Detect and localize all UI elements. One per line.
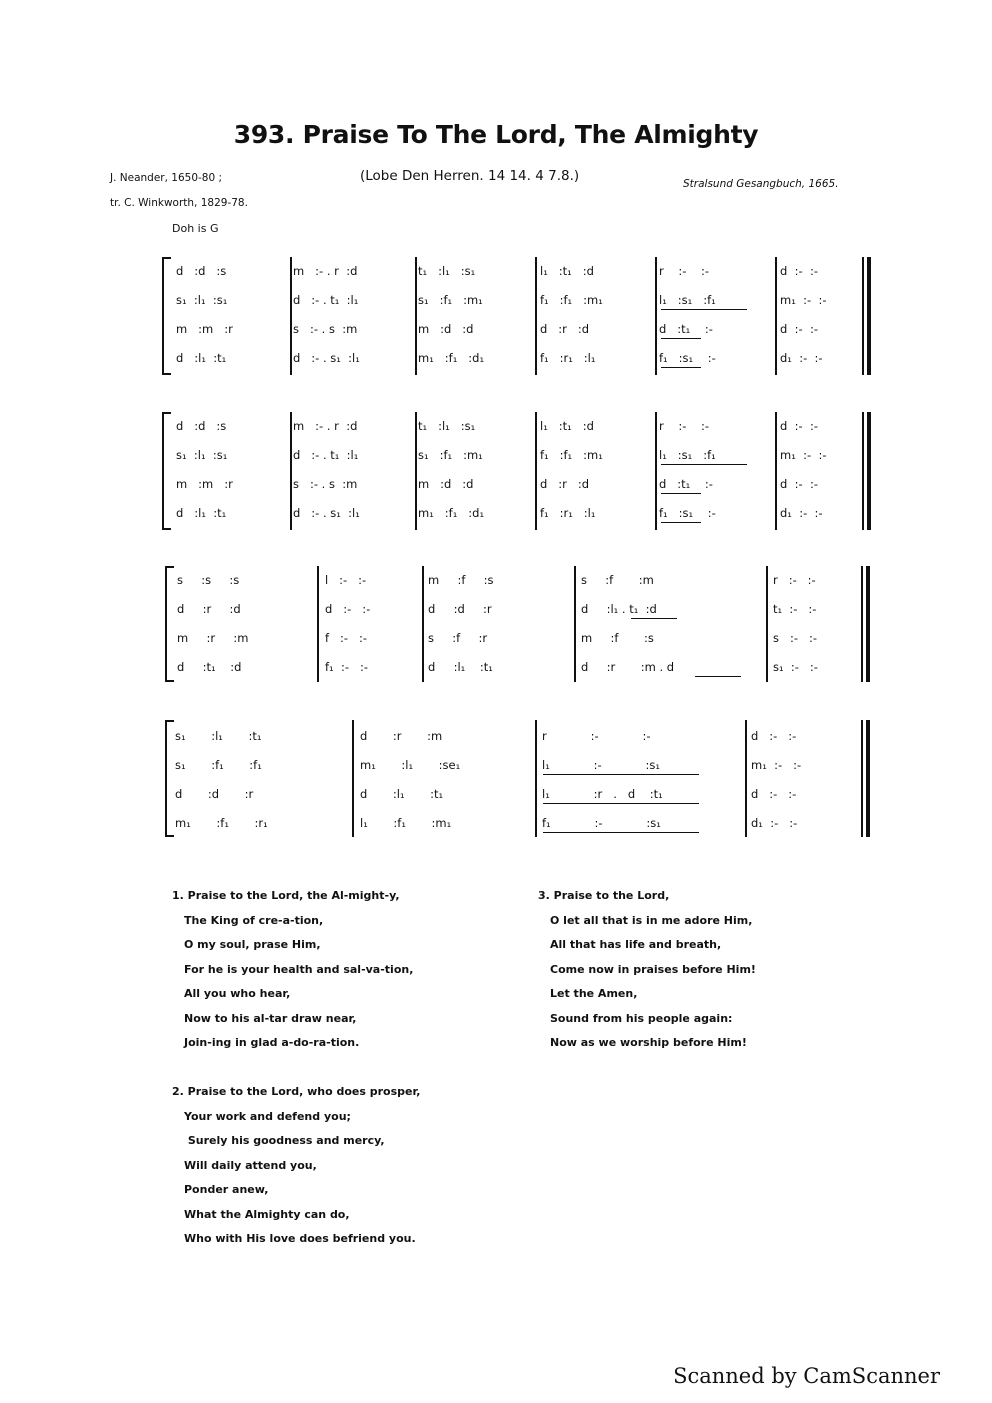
- notation-cell: l₁ :t₁ :d: [540, 419, 594, 433]
- barline: [352, 720, 354, 837]
- verse-line: Who with His love does befriend you.: [184, 1232, 416, 1245]
- scanner-watermark: Scanned by CamScanner: [673, 1364, 940, 1388]
- notation-cell: m :f :s: [581, 631, 654, 645]
- slur-underline: [661, 367, 701, 368]
- verse-line: Will daily attend you,: [184, 1158, 317, 1172]
- notation-cell: d :r :m . d: [581, 660, 675, 674]
- notation-cell: d :- . t₁ :l₁: [293, 293, 359, 307]
- final-barline: [862, 257, 864, 375]
- notation-cell: s₁ :l₁ :s₁: [176, 293, 228, 307]
- notation-cell: m₁ :f₁ :d₁: [418, 506, 485, 520]
- slur-underline: [661, 522, 701, 523]
- notation-cell: l₁ :f₁ :m₁: [360, 816, 452, 830]
- notation-cell: m :f :s: [428, 573, 494, 587]
- notation-cell: m :d :d: [418, 322, 474, 336]
- barline: [775, 257, 777, 375]
- verse-line: O let all that is in me adore Him,: [550, 913, 753, 927]
- barline: [766, 566, 768, 682]
- notation-cell: s₁ :l₁ :t₁: [175, 729, 262, 743]
- music-system-1: [162, 257, 870, 375]
- notation-cell: d₁ :- :-: [780, 351, 823, 365]
- notation-cell: d :- :-: [751, 729, 797, 743]
- notation-cell: l₁ :s₁ :f₁: [659, 293, 716, 307]
- final-barline: [861, 720, 863, 837]
- final-barline: [861, 566, 863, 682]
- barline: [535, 720, 537, 837]
- notation-cell: f₁ :- :s₁: [542, 816, 661, 830]
- notation-cell: m :- . r :d: [293, 264, 358, 278]
- notation-cell: s :- . s :m: [293, 477, 358, 491]
- barline: [535, 412, 537, 530]
- notation-cell: d :d :s: [176, 264, 227, 278]
- notation-cell: f₁ :f₁ :m₁: [540, 293, 603, 307]
- verse-line: All that has life and breath,: [550, 938, 722, 951]
- notation-cell: f₁ :r₁ :l₁: [540, 506, 596, 520]
- notation-cell: t₁ :l₁ :s₁: [418, 419, 476, 433]
- slur-underline: [543, 832, 699, 833]
- notation-cell: d₁ :- :-: [751, 816, 798, 830]
- verse-line: Let the Amen,: [550, 987, 638, 1000]
- verse-line: 2. Praise to the Lord, who does prosper,: [172, 1085, 421, 1098]
- notation-cell: m₁ :f₁ :r₁: [175, 816, 268, 830]
- notation-cell: f₁ :- :-: [325, 660, 368, 674]
- system-bracket: [165, 566, 174, 682]
- music-system-3: [165, 566, 870, 682]
- verse-line: 3. Praise to the Lord,: [538, 889, 670, 902]
- notation-cell: f :- :-: [325, 631, 368, 645]
- verse-1: [172, 884, 413, 1056]
- notation-cell: d :d :r: [175, 787, 254, 801]
- slur-underline: [661, 493, 701, 494]
- notation-cell: r :- :-: [542, 729, 651, 743]
- notation-cell: s :f :m: [581, 573, 654, 587]
- source-credit: Stralsund Gesangbuch, 1665.: [683, 178, 839, 190]
- verse-line: Come now in praises before Him!: [550, 962, 756, 976]
- notation-cell: l₁ :s₁ :f₁: [659, 448, 716, 462]
- verse-line: All you who hear,: [184, 987, 291, 1000]
- notation-cell: d :d :r: [428, 602, 492, 616]
- tune-subtitle: (Lobe Den Herren. 14 14. 4 7.8.): [360, 168, 580, 184]
- notation-cell: m :m :r: [176, 322, 233, 336]
- notation-cell: l₁ :t₁ :d: [540, 264, 594, 278]
- notation-cell: d :t₁ :-: [659, 477, 713, 491]
- notation-cell: d :- . s₁ :l₁: [293, 351, 360, 365]
- notation-cell: d :r :m: [360, 729, 443, 743]
- notation-cell: f₁ :s₁ :-: [659, 351, 716, 365]
- verse-line: 1. Praise to the Lord, the Al-might-y,: [172, 889, 400, 902]
- barline: [655, 412, 657, 530]
- translator-credit: tr. C. Winkworth, 1829-78.: [110, 197, 248, 209]
- notation-cell: r :- :-: [773, 573, 816, 587]
- notation-cell: r :- :-: [659, 419, 710, 433]
- notation-cell: s :s :s: [177, 573, 240, 587]
- notation-cell: s :- :-: [773, 631, 817, 645]
- notation-cell: m₁ :l₁ :se₁: [360, 758, 461, 772]
- notation-cell: m :- . r :d: [293, 419, 358, 433]
- notation-cell: d :d :s: [176, 419, 227, 433]
- notation-cell: s :f :r: [428, 631, 488, 645]
- notation-cell: t₁ :- :-: [773, 602, 817, 616]
- notation-cell: d :r :d: [540, 322, 590, 336]
- notation-cell: t₁ :l₁ :s₁: [418, 264, 476, 278]
- notation-cell: s₁ :l₁ :s₁: [176, 448, 228, 462]
- verse-line: Your work and defend you;: [184, 1109, 351, 1123]
- system-bracket: [165, 720, 174, 837]
- notation-cell: d :r :d: [540, 477, 590, 491]
- verse-2: [172, 1080, 420, 1252]
- page-title: 393. Praise To The Lord, The Almighty: [233, 120, 759, 149]
- music-system-2: [162, 412, 870, 530]
- notation-cell: s₁ :f₁ :m₁: [418, 293, 483, 307]
- barline: [535, 257, 537, 375]
- final-barline: [862, 412, 864, 530]
- notation-cell: l :- :-: [325, 573, 367, 587]
- barline: [290, 257, 292, 375]
- verse-line: The King of cre-a-tion,: [184, 913, 324, 927]
- verse-line: Sound from his people again:: [550, 1011, 733, 1025]
- slur-underline: [661, 309, 747, 310]
- slur-underline: [543, 803, 699, 804]
- notation-cell: m :r :m: [177, 631, 249, 645]
- notation-cell: d :l₁ . t₁ :d: [581, 602, 657, 616]
- notation-cell: d :- . s₁ :l₁: [293, 506, 360, 520]
- notation-cell: s₁ :f₁ :m₁: [418, 448, 483, 462]
- barline: [415, 257, 417, 375]
- notation-cell: m₁ :f₁ :d₁: [418, 351, 485, 365]
- notation-cell: d :l₁ :t₁: [176, 351, 227, 365]
- verse-3: [538, 884, 756, 1056]
- verse-line: Join-ing in glad a-do-ra-tion.: [184, 1036, 360, 1049]
- verse-line: What the Almighty can do,: [184, 1207, 350, 1221]
- system-bracket: [162, 257, 171, 375]
- verse-line: Now as we worship before Him!: [550, 1036, 747, 1049]
- notation-cell: m :m :r: [176, 477, 233, 491]
- notation-cell: m₁ :- :-: [780, 448, 827, 462]
- notation-cell: d :- :-: [780, 264, 818, 278]
- notation-cell: s₁ :f₁ :f₁: [175, 758, 262, 772]
- barline: [415, 412, 417, 530]
- barline: [745, 720, 747, 837]
- verse-line: For he is your health and sal-va-tion,: [184, 962, 414, 976]
- notation-cell: d :- . t₁ :l₁: [293, 448, 359, 462]
- notation-cell: d :- :-: [780, 477, 818, 491]
- notation-cell: m₁ :- :-: [751, 758, 802, 772]
- barline: [775, 412, 777, 530]
- slur-underline: [661, 464, 747, 465]
- notation-cell: d :- :-: [751, 787, 797, 801]
- verse-line: Surely his goodness and mercy,: [184, 1134, 385, 1147]
- notation-cell: r :- :-: [659, 264, 710, 278]
- notation-cell: l₁ :r . d :t₁: [542, 787, 663, 801]
- barline: [655, 257, 657, 375]
- barline: [317, 566, 319, 682]
- notation-cell: s :- . s :m: [293, 322, 358, 336]
- notation-cell: d :l₁ :t₁: [428, 660, 493, 674]
- notation-cell: m :d :d: [418, 477, 474, 491]
- slur-underline: [631, 618, 677, 619]
- notation-cell: d₁ :- :-: [780, 506, 823, 520]
- notation-cell: f₁ :r₁ :l₁: [540, 351, 596, 365]
- verse-line: O my soul, prase Him,: [184, 938, 321, 951]
- system-bracket: [162, 412, 171, 530]
- notation-cell: s₁ :- :-: [773, 660, 818, 674]
- notation-cell: d :l₁ :t₁: [176, 506, 227, 520]
- notation-cell: d :- :-: [780, 322, 818, 336]
- barline: [290, 412, 292, 530]
- author-credit: J. Neander, 1650-80 ;: [110, 172, 223, 184]
- slur-underline: [543, 774, 699, 775]
- notation-cell: l₁ :- :s₁: [542, 758, 661, 772]
- barline: [574, 566, 576, 682]
- notation-cell: f₁ :s₁ :-: [659, 506, 716, 520]
- notation-cell: d :t₁ :d: [177, 660, 242, 674]
- verse-line: Ponder anew,: [184, 1183, 269, 1196]
- notation-cell: d :t₁ :-: [659, 322, 713, 336]
- slur-underline: [661, 338, 701, 339]
- slur-underline: [695, 676, 741, 677]
- notation-cell: m₁ :- :-: [780, 293, 827, 307]
- notation-cell: d :- :-: [325, 602, 371, 616]
- notation-cell: d :l₁ :t₁: [360, 787, 444, 801]
- barline: [422, 566, 424, 682]
- notation-cell: d :r :d: [177, 602, 241, 616]
- music-system-4: [165, 720, 870, 837]
- key-signature: Doh is G: [172, 222, 219, 235]
- notation-cell: f₁ :f₁ :m₁: [540, 448, 603, 462]
- notation-cell: d :- :-: [780, 419, 818, 433]
- verse-line: Now to his al-tar draw near,: [184, 1011, 357, 1025]
